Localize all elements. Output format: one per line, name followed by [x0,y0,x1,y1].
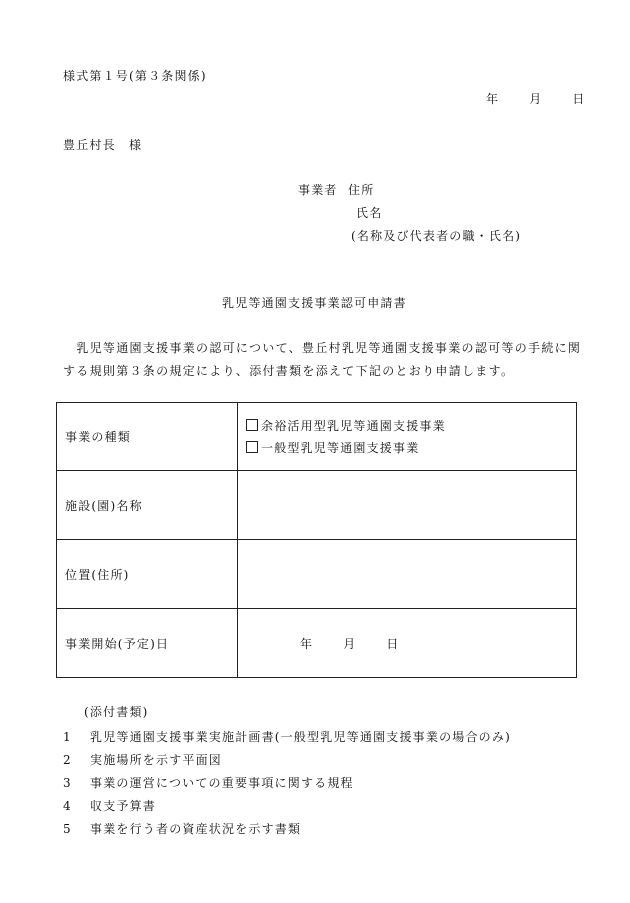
date-day-label: 日 [572,92,586,106]
body-text [63,337,583,383]
table-row-business-type [57,403,577,471]
facility-name-label: 施設(園)名称 [57,471,238,540]
start-date-day-label: 日 [386,636,400,651]
attachment-item [63,797,156,814]
attachment-item [63,751,222,768]
applicant-role-label: 事業者 [298,183,338,197]
applicant-address-label: 住所 [348,183,375,197]
attachment-item [63,820,301,837]
option-label: 一般型乳児等通園支援事業 [261,440,420,455]
checkbox-icon[interactable] [246,419,258,431]
attachment-text: 乳児等通園支援事業実施計画書(一般型乳児等通園支援事業の場合のみ) [90,730,511,744]
attachment-item [63,774,354,791]
start-date-month-label: 月 [343,636,357,651]
attachment-text: 実施場所を示す平面図 [90,753,223,767]
addressee: 豊丘村長 様 [63,138,143,152]
applicant-name-note: (名称及び代表者の職・氏名) [351,229,522,243]
date-month-label: 月 [529,92,543,106]
attachment-number: 1 [63,730,72,744]
checkbox-icon[interactable] [246,441,258,453]
attachment-item [63,728,511,745]
facility-name-field[interactable] [238,471,577,540]
attachments-heading: (添付書類) [84,705,149,719]
body-paragraph: 乳児等通園支援事業の認可について、豊丘村乳児等通園支援事業の認可等の手続に関する規則第３条の規定により、添付書類を添えて下記のとおり申請します。 [63,341,582,378]
business-type-option-general[interactable] [246,437,576,459]
attachment-number: 2 [63,753,72,767]
table-row-location [57,540,577,609]
attachment-number: 5 [63,822,72,836]
start-date-field[interactable] [238,609,577,678]
applicant-name-label: 氏名 [356,206,383,220]
attachment-number: 4 [63,799,72,813]
application-table [56,402,577,678]
date-year-label: 年 [486,92,500,106]
attachment-text: 事業を行う者の資産状況を示す書類 [90,822,302,836]
location-field[interactable] [238,540,577,609]
form-number: 様式第１号(第３条関係) [63,69,207,83]
option-label: 余裕活用型乳児等通園支援事業 [261,418,446,433]
start-date-year-label: 年 [300,636,314,651]
document-title: 乳児等通園支援事業認可申請書 [222,296,407,310]
start-date-label: 事業開始(予定)日 [57,609,238,678]
location-label: 位置(住所) [57,540,238,609]
business-type-label: 事業の種類 [57,403,238,471]
attachment-text: 事業の運営についての重要事項に関する規程 [90,776,354,790]
business-type-options [238,403,577,471]
attachment-number: 3 [63,776,72,790]
application-date [486,90,586,107]
attachment-text: 収支予算書 [90,799,157,813]
table-row-start-date [57,609,577,678]
table-row-facility-name [57,471,577,540]
business-type-option-surplus[interactable] [246,415,576,437]
